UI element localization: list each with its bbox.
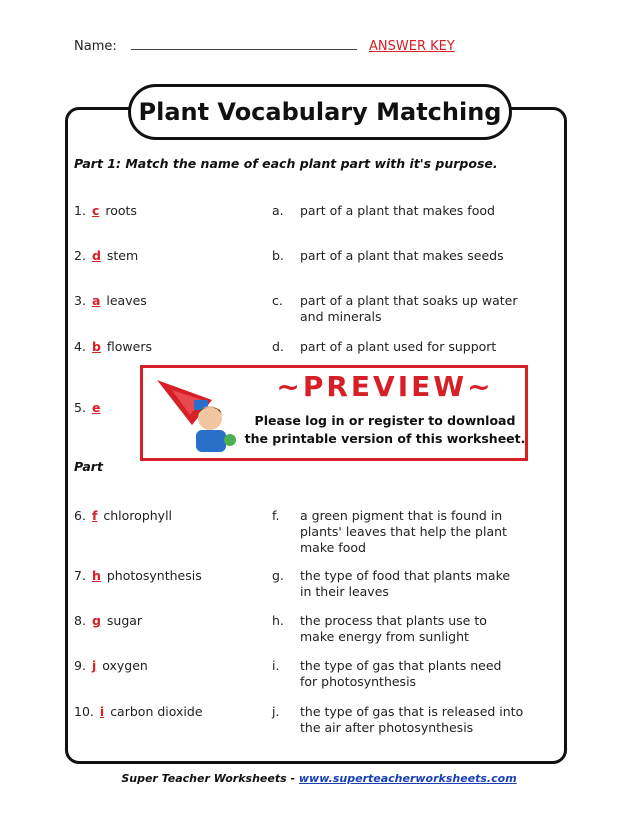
name-blank[interactable] bbox=[131, 38, 357, 50]
answer-letter: d bbox=[91, 248, 101, 263]
part2-heading: Part bbox=[74, 459, 103, 474]
footer-text: Super Teacher Worksheets - bbox=[121, 772, 299, 785]
list-item: 3. a leaves bbox=[74, 293, 147, 308]
definition-text: the type of gas that plants need for photosynthesis bbox=[300, 658, 502, 689]
definition-letter: i. bbox=[272, 658, 280, 673]
list-item: 10. i carbon dioxide bbox=[74, 704, 203, 719]
superhero-mascot-icon bbox=[152, 370, 242, 458]
name-line bbox=[74, 38, 455, 54]
answer-letter: a bbox=[91, 293, 101, 308]
worksheet-title: Plant Vocabulary Matching bbox=[128, 84, 512, 140]
answer-letter: c bbox=[91, 203, 100, 218]
answer-letter: b bbox=[91, 339, 101, 354]
preview-title: ~PREVIEW~ bbox=[276, 370, 494, 403]
list-item: 4. b flowers bbox=[74, 339, 152, 354]
name-label: Name: bbox=[74, 39, 117, 54]
definition-letter: d. bbox=[272, 339, 284, 354]
definition-text: a green pigment that is found in plants' leaves that help the plant make food bbox=[300, 508, 507, 555]
footer-link[interactable]: www.superteacherworksheets.com bbox=[298, 772, 517, 785]
footer bbox=[0, 772, 638, 785]
definition-text: the type of food that plants make in their leaves bbox=[300, 568, 511, 599]
answer-letter: i bbox=[99, 704, 105, 719]
definition-letter: g. bbox=[272, 568, 284, 583]
list-item: 9. j oxygen bbox=[74, 658, 148, 673]
answer-letter: h bbox=[91, 568, 101, 583]
definition-text: the type of gas that is released into the air after photosynthesis bbox=[300, 704, 524, 735]
list-item: 6. f chlorophyll bbox=[74, 508, 173, 523]
definition-letter: b. bbox=[272, 248, 284, 263]
answer-letter: j bbox=[91, 658, 97, 673]
answer-key-label: ANSWER KEY bbox=[369, 39, 455, 54]
answer-letter: e bbox=[91, 400, 101, 415]
definition-text: part of a plant used for support bbox=[300, 339, 497, 354]
answer-letter: g bbox=[91, 613, 101, 628]
definition-text: part of a plant that makes seeds bbox=[300, 248, 504, 263]
preview-message: Please log in or register to download the printable version of this worksheet. bbox=[244, 413, 526, 446]
answer-letter: f bbox=[91, 508, 98, 523]
list-item: 1. c roots bbox=[74, 203, 137, 218]
definition-letter: j. bbox=[272, 704, 280, 719]
definition-text: part of a plant that soaks up water and minerals bbox=[300, 293, 518, 324]
definition-letter: a. bbox=[272, 203, 284, 218]
part1-heading: Part 1: Match the name of each plant part with it's purpose. bbox=[74, 156, 498, 171]
list-item: 7. h photosynthesis bbox=[74, 568, 202, 583]
definition-text: the process that plants use to make energy from sunlight bbox=[300, 613, 487, 644]
list-item: 2. d stem bbox=[74, 248, 139, 263]
definition-letter: c. bbox=[272, 293, 283, 308]
definition-letter: h. bbox=[272, 613, 284, 628]
definition-letter: f. bbox=[272, 508, 280, 523]
list-item: 8. g sugar bbox=[74, 613, 143, 628]
list-item: 5. e bbox=[74, 400, 101, 415]
definition-text: part of a plant that makes food bbox=[300, 203, 495, 218]
